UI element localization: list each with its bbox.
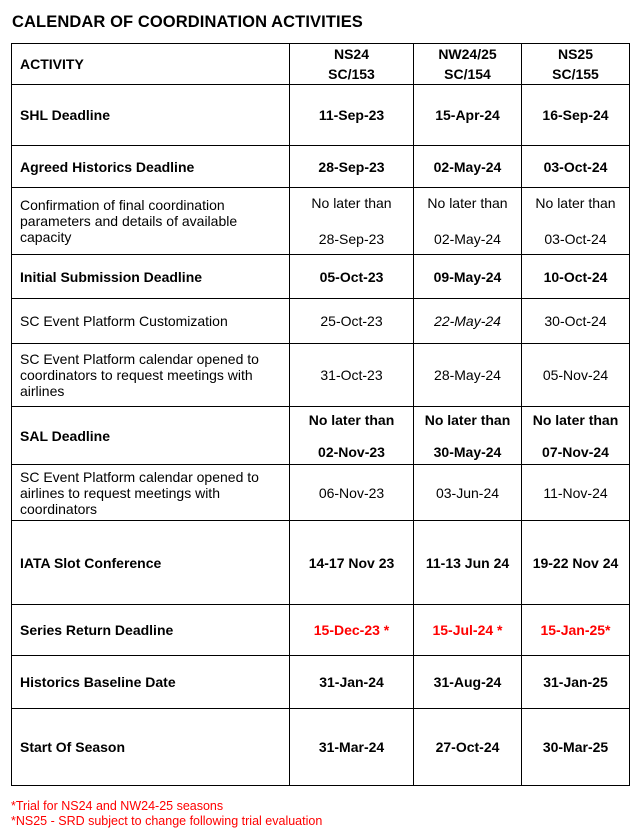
date-value: 02-May-24 — [434, 231, 501, 247]
activity-cell: SAL Deadline — [12, 407, 290, 465]
date-cell: 25-Oct-23 — [290, 299, 414, 344]
date-cell: 11-Nov-24 — [522, 465, 630, 521]
date-cell — [414, 188, 522, 255]
date-cell: 03-Jun-24 — [414, 465, 522, 521]
activity-cell: SC Event Platform Customization — [12, 299, 290, 344]
date-value: 30-May-24 — [433, 443, 502, 460]
date-cell: 09-May-24 — [414, 255, 522, 299]
table-row — [12, 465, 630, 521]
coordination-calendar-table — [11, 43, 630, 786]
header-season: NS24 — [333, 46, 370, 62]
date-cell — [290, 188, 414, 255]
table-row — [12, 255, 630, 299]
date-cell: 31-Oct-23 — [290, 344, 414, 407]
date-cell: 15-Jul-24 * — [414, 605, 522, 656]
date-cell: 03-Oct-24 — [522, 146, 630, 188]
no-later-than-label: No later than — [532, 411, 619, 428]
table-row — [12, 85, 630, 146]
date-cell: 27-Oct-24 — [414, 709, 522, 786]
table-row — [12, 605, 630, 656]
header-conference: SC/155 — [552, 66, 599, 82]
date-cell: 14-17 Nov 23 — [290, 521, 414, 605]
activity-cell: SHL Deadline — [12, 85, 290, 146]
table-row — [12, 407, 630, 465]
date-cell: 16-Sep-24 — [522, 85, 630, 146]
date-cell: 10-Oct-24 — [522, 255, 630, 299]
table-row — [12, 709, 630, 786]
date-cell: 15-Jan-25* — [522, 605, 630, 656]
date-cell: 06-Nov-23 — [290, 465, 414, 521]
date-value: 07-Nov-24 — [542, 443, 609, 460]
date-value: 03-Oct-24 — [544, 231, 607, 247]
date-cell: 05-Oct-23 — [290, 255, 414, 299]
date-cell: 15-Dec-23 * — [290, 605, 414, 656]
date-cell: 31-Jan-25 — [522, 656, 630, 709]
header-activity: ACTIVITY — [12, 44, 290, 85]
header-col-nw2425 — [414, 44, 522, 85]
activity-cell: Confirmation of final coordination parameters and details of available capacity — [12, 188, 290, 255]
activity-cell: Start Of Season — [12, 709, 290, 786]
table-row — [12, 344, 630, 407]
date-value: 28-Sep-23 — [318, 231, 385, 247]
date-cell: 19-22 Nov 24 — [522, 521, 630, 605]
header-col-ns25 — [522, 44, 630, 85]
activity-cell: Series Return Deadline — [12, 605, 290, 656]
date-cell: 11-13 Jun 24 — [414, 521, 522, 605]
no-later-than-label: No later than — [427, 195, 508, 211]
date-cell: 28-Sep-23 — [290, 146, 414, 188]
footnote-srd: *NS25 - SRD subject to change following trial evaluation — [11, 814, 323, 828]
table-header-row — [12, 44, 630, 85]
table-row — [12, 656, 630, 709]
date-cell: 05-Nov-24 — [522, 344, 630, 407]
date-cell: 31-Mar-24 — [290, 709, 414, 786]
no-later-than-label: No later than — [308, 411, 395, 428]
page-title: CALENDAR OF COORDINATION ACTIVITIES — [12, 13, 363, 31]
footnote-trial: *Trial for NS24 and NW24-25 seasons — [11, 799, 224, 813]
date-cell: 30-Mar-25 — [522, 709, 630, 786]
date-cell — [290, 407, 414, 465]
date-cell: 28-May-24 — [414, 344, 522, 407]
date-cell: 22-May-24 — [414, 299, 522, 344]
table-row — [12, 299, 630, 344]
no-later-than-label: No later than — [311, 195, 392, 211]
table-row — [12, 146, 630, 188]
activity-cell: Initial Submission Deadline — [12, 255, 290, 299]
header-season: NW24/25 — [438, 46, 497, 62]
date-cell: 15-Apr-24 — [414, 85, 522, 146]
table-row — [12, 521, 630, 605]
no-later-than-label: No later than — [535, 195, 616, 211]
header-season: NS25 — [557, 46, 594, 62]
activity-cell: IATA Slot Conference — [12, 521, 290, 605]
activity-cell: Agreed Historics Deadline — [12, 146, 290, 188]
date-cell: 31-Jan-24 — [290, 656, 414, 709]
activity-cell: SC Event Platform calendar opened to coordinators to request meetings with airlines — [12, 344, 290, 407]
date-cell — [522, 407, 630, 465]
activity-cell: Historics Baseline Date — [12, 656, 290, 709]
date-cell: 02-May-24 — [414, 146, 522, 188]
no-later-than-label: No later than — [424, 411, 511, 428]
date-cell: 30-Oct-24 — [522, 299, 630, 344]
activity-cell: SC Event Platform calendar opened to airlines to request meetings with coordinators — [12, 465, 290, 521]
date-cell: 11-Sep-23 — [290, 85, 414, 146]
table-row — [12, 188, 630, 255]
date-cell — [414, 407, 522, 465]
date-value: 02-Nov-23 — [318, 443, 385, 460]
header-col-ns24 — [290, 44, 414, 85]
date-cell — [522, 188, 630, 255]
date-cell: 31-Aug-24 — [414, 656, 522, 709]
header-conference: SC/154 — [444, 66, 491, 82]
header-conference: SC/153 — [328, 66, 375, 82]
